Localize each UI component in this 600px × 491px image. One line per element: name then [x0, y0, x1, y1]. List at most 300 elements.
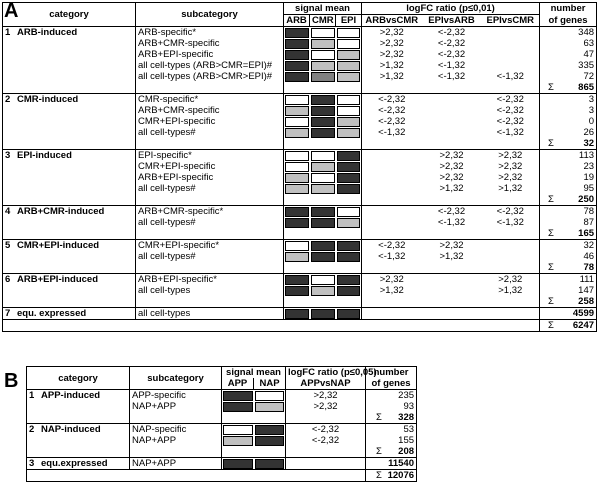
logfc-app-vs-nap: >2,32 — [286, 401, 366, 412]
group-sum-value: 208 — [398, 446, 415, 457]
subcategory-cell: CMR-specific* — [136, 94, 284, 106]
header-arb: ARB — [284, 15, 310, 27]
table-row — [27, 424, 417, 436]
signal-cell — [284, 105, 310, 116]
category-name: NAP-induced — [41, 424, 101, 435]
gene-count: 23 — [583, 161, 595, 172]
signal-swatch — [285, 106, 309, 116]
signal-swatch — [311, 275, 335, 285]
logfc-epi-vs-cmr — [482, 49, 540, 60]
logfc-epi-vs-cmr: >2,32 — [482, 172, 540, 183]
table-row — [3, 183, 597, 194]
subcategory-cell: ARB-specific* — [136, 27, 284, 39]
category-label — [3, 116, 136, 127]
table-row — [3, 150, 597, 162]
gene-count: 87 — [583, 217, 595, 228]
signal-cell — [310, 240, 336, 252]
subcategory-cell: EPI-specific* — [136, 150, 284, 162]
total-row-spacer — [3, 320, 136, 332]
signal-cell — [310, 127, 336, 138]
signal-cell — [310, 116, 336, 127]
sum-row-spacer — [284, 228, 310, 240]
category-label — [27, 435, 130, 446]
table-row — [3, 49, 597, 60]
table-row — [3, 308, 597, 320]
category-name: ARB-induced — [17, 27, 78, 38]
signal-swatch — [337, 241, 361, 251]
logfc-epi-vs-cmr — [482, 60, 540, 71]
table-row — [3, 127, 597, 138]
signal-swatch — [337, 218, 361, 228]
category-number: 1 — [29, 390, 35, 401]
signal-swatch — [311, 218, 335, 228]
signal-swatch — [311, 95, 335, 105]
signal-swatch — [285, 128, 309, 138]
signal-swatch — [255, 459, 285, 469]
sum-row-spacer — [284, 138, 310, 150]
logfc-epi-vs-cmr — [482, 308, 540, 320]
sum-row-spacer — [286, 412, 366, 424]
signal-swatch — [285, 173, 309, 183]
signal-cell — [310, 38, 336, 49]
header-epi-vs-cmr: EPIvsCMR — [482, 15, 540, 27]
logfc-epi-vs-arb — [422, 285, 482, 296]
sum-row-spacer — [310, 194, 336, 206]
grand-total — [540, 320, 597, 332]
signal-swatch — [311, 72, 335, 82]
signal-cell — [336, 206, 362, 218]
sum-row-spacer — [254, 446, 286, 458]
group-sum — [540, 194, 597, 206]
logfc-epi-vs-cmr: <-2,32 — [482, 94, 540, 106]
sum-row-spacer — [336, 262, 362, 274]
signal-cell — [284, 150, 310, 162]
signal-cell — [284, 240, 310, 252]
signal-cell — [310, 251, 336, 262]
table-b — [26, 366, 417, 482]
category-label — [27, 390, 130, 402]
sum-row-spacer — [3, 194, 136, 206]
logfc-epi-vs-cmr: >1,32 — [482, 285, 540, 296]
sum-row-spacer — [482, 82, 540, 94]
logfc-epi-vs-arb: >1,32 — [439, 251, 464, 262]
logfc-arb-vs-cmr — [362, 308, 422, 320]
logfc-epi-vs-cmr: <-2,32 — [482, 105, 540, 116]
group-sum-value: 865 — [578, 82, 595, 93]
header-logfc: logFC ratio (p≤0,01) — [362, 3, 540, 15]
logfc-epi-vs-arb — [422, 308, 482, 320]
category-number: 4 — [5, 206, 11, 217]
subcategory-cell: all cell-types# — [136, 127, 284, 138]
signal-cell — [254, 390, 286, 402]
signal-cell — [284, 71, 310, 82]
table-row — [3, 60, 597, 71]
logfc-epi-vs-cmr: >2,32 — [482, 161, 540, 172]
grand-total — [366, 470, 417, 482]
gene-count: 0 — [588, 116, 595, 127]
logfc-arb-vs-cmr: >2,32 — [379, 49, 404, 60]
subcategory-cell: all cell-types# — [136, 217, 284, 228]
signal-swatch — [285, 95, 309, 105]
sum-row-spacer — [310, 82, 336, 94]
signal-cell — [284, 161, 310, 172]
subcategory-cell: NAP+APP — [130, 458, 222, 470]
gene-count: 26 — [583, 127, 595, 138]
header-of-genes: of genes — [540, 15, 597, 27]
gene-count: 235 — [398, 390, 415, 401]
signal-swatch — [311, 39, 335, 49]
signal-cell — [310, 308, 336, 320]
category-number: 3 — [29, 458, 35, 469]
logfc-epi-vs-arb — [422, 274, 482, 286]
total-row-spacer — [222, 470, 254, 482]
logfc-epi-vs-arb: >2,32 — [439, 150, 464, 161]
header-subcategory: subcategory — [136, 3, 284, 27]
signal-swatch — [311, 184, 335, 194]
category-label — [3, 183, 136, 194]
table-row — [3, 172, 597, 183]
category-label — [3, 127, 136, 138]
signal-cell — [284, 127, 310, 138]
header-category: category — [3, 3, 136, 27]
logfc-epi-vs-cmr — [482, 251, 540, 262]
logfc-epi-vs-cmr: <-1,32 — [482, 71, 540, 82]
signal-cell — [336, 49, 362, 60]
sum-row-spacer — [222, 446, 254, 458]
sum-row-spacer — [130, 446, 222, 458]
sum-row-spacer — [284, 194, 310, 206]
signal-swatch — [337, 117, 361, 127]
sum-row-spacer — [284, 262, 310, 274]
sigma-symbol: Σ — [548, 82, 554, 93]
header-nap: NAP — [254, 378, 286, 390]
signal-cell — [310, 49, 336, 60]
sum-row-spacer — [27, 446, 130, 458]
logfc-epi-vs-arb: >2,32 — [439, 240, 464, 251]
signal-cell — [336, 38, 362, 49]
logfc-app-vs-nap — [286, 458, 366, 470]
gene-count: 95 — [583, 183, 595, 194]
logfc-epi-vs-arb: <-1,32 — [437, 60, 466, 71]
category-label — [3, 60, 136, 71]
category-label — [3, 49, 136, 60]
table-a — [2, 2, 597, 332]
signal-cell — [310, 150, 336, 162]
logfc-arb-vs-cmr: <-1,32 — [378, 251, 406, 262]
gene-count: 46 — [583, 251, 595, 262]
gene-count: 78 — [583, 206, 595, 217]
sum-row-spacer — [310, 138, 336, 150]
logfc-epi-vs-arb: >1,32 — [439, 183, 464, 194]
signal-cell — [222, 401, 254, 412]
logfc-epi-vs-arb: <-2,32 — [437, 38, 466, 49]
header-signal-mean: signal mean — [222, 367, 286, 379]
sum-row-spacer — [336, 228, 362, 240]
subcategory-cell: ARB+CMR-specific — [136, 38, 284, 49]
signal-swatch — [337, 309, 361, 319]
sum-row-spacer — [310, 228, 336, 240]
signal-swatch — [223, 425, 253, 435]
signal-swatch — [337, 162, 361, 172]
signal-cell — [310, 172, 336, 183]
category-name: EPI-induced — [17, 150, 72, 161]
subcategory-cell: APP-specific — [130, 390, 222, 402]
signal-swatch — [311, 106, 335, 116]
logfc-arb-vs-cmr: >2,32 — [379, 38, 404, 49]
sum-row-spacer — [362, 194, 422, 206]
logfc-arb-vs-cmr: <-2,32 — [378, 105, 406, 116]
logfc-epi-vs-cmr: >1,32 — [482, 183, 540, 194]
sum-row-spacer — [3, 228, 136, 240]
header-app: APP — [222, 378, 254, 390]
signal-swatch — [337, 286, 361, 296]
sigma-symbol: Σ — [548, 228, 554, 239]
total-row-spacer — [362, 320, 422, 332]
category-name: CMR-induced — [17, 94, 79, 105]
signal-swatch — [223, 436, 253, 446]
sigma-symbol: Σ — [548, 194, 554, 205]
table-row — [3, 94, 597, 106]
category-name: ARB+CMR-induced — [17, 206, 105, 217]
gene-count: 147 — [578, 285, 595, 296]
signal-swatch — [285, 61, 309, 71]
logfc-epi-vs-arb: >2,32 — [439, 161, 464, 172]
logfc-epi-vs-arb: <-1,32 — [437, 217, 466, 228]
gene-count: 19 — [583, 172, 595, 183]
table-row — [3, 38, 597, 49]
logfc-app-vs-nap: <-2,32 — [286, 435, 366, 446]
table-row — [3, 274, 597, 286]
signal-swatch — [337, 275, 361, 285]
signal-cell — [310, 206, 336, 218]
table-row — [3, 116, 597, 127]
signal-cell — [336, 217, 362, 228]
category-label — [3, 206, 136, 218]
signal-swatch — [311, 252, 335, 262]
signal-swatch — [223, 391, 253, 401]
logfc-epi-vs-cmr: <-2,32 — [482, 116, 540, 127]
category-number: 5 — [5, 240, 11, 251]
signal-swatch — [337, 61, 361, 71]
sigma-symbol: Σ — [548, 262, 554, 273]
category-number: 1 — [5, 27, 11, 38]
group-sum — [540, 296, 597, 308]
panel-a-label: A — [4, 0, 19, 22]
signal-cell — [310, 285, 336, 296]
signal-cell — [310, 94, 336, 106]
sum-row-spacer — [3, 262, 136, 274]
signal-cell — [336, 183, 362, 194]
signal-cell — [284, 38, 310, 49]
signal-swatch — [311, 50, 335, 60]
sum-row-spacer — [136, 262, 284, 274]
signal-cell — [284, 206, 310, 218]
sum-row-spacer — [130, 412, 222, 424]
signal-swatch — [285, 252, 309, 262]
panel-b-label: B — [4, 370, 19, 392]
sum-row-spacer — [362, 296, 422, 308]
subcategory-cell: NAP+APP — [130, 401, 222, 412]
sum-row-spacer — [422, 82, 482, 94]
signal-cell — [310, 274, 336, 286]
category-label — [3, 71, 136, 82]
group-sum-value: 250 — [578, 194, 595, 205]
signal-swatch — [311, 286, 335, 296]
signal-swatch — [285, 39, 309, 49]
category-name: ARB+EPI-induced — [17, 274, 99, 285]
signal-cell — [254, 435, 286, 446]
category-name: equ.expressed — [41, 458, 108, 469]
sum-row-spacer — [284, 82, 310, 94]
sigma-symbol: Σ — [548, 138, 554, 149]
subcategory-cell: CMR+EPI-specific — [136, 161, 284, 172]
table-row — [27, 390, 417, 402]
logfc-arb-vs-cmr — [362, 172, 422, 183]
signal-cell — [336, 105, 362, 116]
category-label — [27, 401, 130, 412]
group-sum-value: 258 — [578, 296, 595, 307]
sigma-symbol: Σ — [376, 470, 382, 481]
gene-count: 47 — [583, 49, 595, 60]
signal-swatch — [285, 184, 309, 194]
gene-count: 335 — [578, 60, 595, 71]
sum-row-spacer — [422, 228, 482, 240]
logfc-epi-vs-arb — [422, 127, 482, 138]
sum-row-spacer — [136, 228, 284, 240]
header-arb-vs-cmr: ARBvsCMR — [362, 15, 422, 27]
header-number: number — [550, 3, 586, 15]
logfc-arb-vs-cmr — [362, 150, 422, 162]
subcategory-cell: all cell-types (ARB>CMR=EPI)# — [136, 60, 284, 71]
header-epi-vs-arb: EPIvsARB — [422, 15, 482, 27]
logfc-epi-vs-arb: >2,32 — [439, 172, 464, 183]
logfc-epi-vs-cmr — [482, 38, 540, 49]
sum-row-spacer — [482, 228, 540, 240]
signal-cell — [222, 435, 254, 446]
gene-count: 155 — [398, 435, 415, 446]
gene-count: 113 — [578, 150, 595, 161]
signal-swatch — [337, 72, 361, 82]
sum-row-spacer — [310, 296, 336, 308]
category-label — [3, 27, 136, 39]
signal-swatch — [285, 218, 309, 228]
gene-count: 3 — [588, 94, 595, 105]
subcategory-cell: all cell-types — [136, 285, 284, 296]
gene-count: 3 — [588, 105, 595, 116]
category-label — [3, 94, 136, 106]
logfc-arb-vs-cmr: <-1,32 — [378, 127, 406, 138]
sigma-symbol: Σ — [548, 296, 554, 307]
header-logfc: logFC ratio (p≤0,05) — [286, 367, 366, 379]
category-label — [3, 150, 136, 162]
subcategory-cell: all cell-types (ARB>CMR>EPI)# — [136, 71, 284, 82]
logfc-arb-vs-cmr — [362, 206, 422, 218]
signal-swatch — [311, 162, 335, 172]
signal-swatch — [223, 402, 253, 412]
subcategory-cell: ARB+EPI-specific* — [136, 274, 284, 286]
logfc-epi-vs-arb — [422, 94, 482, 106]
sum-row-spacer — [362, 138, 422, 150]
signal-cell — [284, 274, 310, 286]
logfc-epi-vs-cmr: >2,32 — [482, 274, 540, 286]
logfc-epi-vs-arb: <-2,32 — [437, 27, 466, 38]
signal-cell — [310, 161, 336, 172]
logfc-epi-vs-cmr: >2,32 — [482, 150, 540, 162]
total-row-spacer — [27, 470, 130, 482]
signal-swatch — [311, 173, 335, 183]
total-row-spacer — [136, 320, 284, 332]
group-sum-value: 32 — [583, 138, 595, 149]
total-row-spacer — [286, 470, 366, 482]
signal-cell — [336, 274, 362, 286]
total-row-spacer — [254, 470, 286, 482]
header-category: category — [27, 367, 130, 390]
logfc-arb-vs-cmr: >2,32 — [379, 274, 404, 285]
subcategory-cell: ARB+EPI-specific — [136, 49, 284, 60]
table-row — [3, 161, 597, 172]
signal-cell — [336, 308, 362, 320]
group-sum — [540, 228, 597, 240]
logfc-app-vs-nap: >2,32 — [286, 390, 366, 402]
total-row-spacer — [422, 320, 482, 332]
signal-swatch — [285, 241, 309, 251]
signal-cell — [336, 60, 362, 71]
logfc-epi-vs-cmr: <-1,32 — [482, 217, 540, 228]
group-sum — [540, 262, 597, 274]
table-row — [27, 458, 417, 470]
signal-swatch — [311, 207, 335, 217]
signal-swatch — [337, 95, 361, 105]
category-label — [3, 38, 136, 49]
logfc-arb-vs-cmr — [362, 217, 422, 228]
signal-swatch — [337, 151, 361, 161]
header-cmr: CMR — [310, 15, 336, 27]
signal-cell — [222, 424, 254, 436]
signal-swatch — [255, 391, 285, 401]
signal-swatch — [311, 61, 335, 71]
sum-row-spacer — [27, 412, 130, 424]
category-label — [3, 308, 136, 320]
category-name: CMR+EPI-induced — [17, 240, 100, 251]
signal-swatch — [337, 39, 361, 49]
header-number: number — [373, 367, 409, 378]
sigma-symbol: Σ — [376, 412, 382, 423]
table-row — [3, 240, 597, 252]
signal-cell — [284, 183, 310, 194]
sum-row-spacer — [482, 296, 540, 308]
logfc-epi-vs-arb: <-2,32 — [437, 206, 466, 217]
sum-row-spacer — [254, 412, 286, 424]
signal-swatch — [285, 151, 309, 161]
signal-swatch — [255, 425, 285, 435]
sum-row-spacer — [362, 262, 422, 274]
signal-swatch — [255, 402, 285, 412]
signal-swatch — [337, 207, 361, 217]
logfc-arb-vs-cmr — [362, 183, 422, 194]
signal-cell — [336, 71, 362, 82]
signal-swatch — [255, 436, 285, 446]
logfc-app-vs-nap: <-2,32 — [286, 424, 366, 436]
signal-cell — [336, 127, 362, 138]
logfc-arb-vs-cmr: <-2,32 — [378, 116, 406, 127]
sigma-symbol: Σ — [548, 320, 554, 331]
signal-swatch — [285, 275, 309, 285]
sum-row-spacer — [3, 82, 136, 94]
logfc-epi-vs-arb: <-1,32 — [437, 71, 466, 82]
signal-swatch — [311, 117, 335, 127]
sum-row-spacer — [422, 138, 482, 150]
logfc-epi-vs-cmr: <-1,32 — [482, 127, 540, 138]
